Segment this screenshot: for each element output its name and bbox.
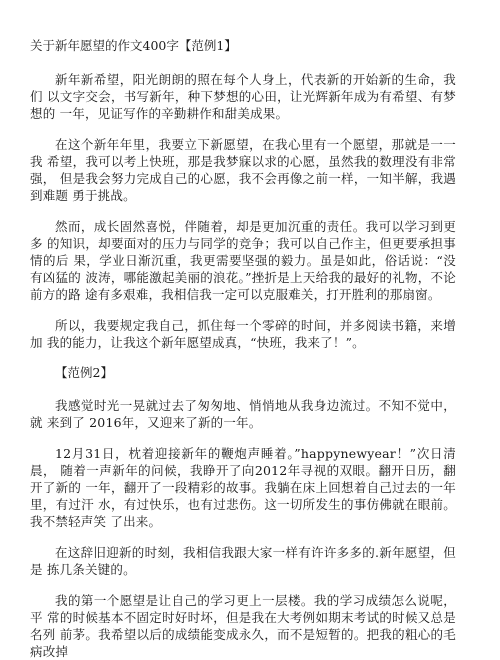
example1-paragraph-3: 然而，成长固然喜悦，伴随着，却是更加沉重的责任。我可以学习到更多 的知识，却要面对的压力与同学的竞争；我可以自己作主，但更要承担事情的后 果，学业日渐沉重，我更需要坚强的毅力。虽是如此，俗话说：“没有凶猛的 波涛，哪能激起美丽的浪花。”挫折是上天给我的最好的礼物，不论前方的路 途有多艰难，我相信我一定可以克服难关，打开胜利的那扇窗。 bbox=[30, 219, 456, 302]
example1-paragraph-1: 新年新希望，阳光朗朗的照在每个人身上，代表新的开始新的生命，我们 以文字交会，书写新年，种下梦想的心田，让光辉新年成为有希望、有梦想的 一年，见证写作的辛勤耕作和甜美成果。 bbox=[30, 72, 456, 121]
example2-paragraph-2: 12月31日，枕着迎接新年的鞭炮声睡着。”happynewyear！”次日清晨， 随着一声新年的问候，我睁开了向2012年寻视的双眼。翻开日历，翻开了新的 一年，翻开了一段精彩的故事。我躺在床上回想着自己过去的一年里，有过汗 水，有过快乐，也有过悲伤。这一切所发生的事仿佛就在眼前。我不禁轻声笑 了出来。 bbox=[30, 446, 456, 529]
example2-paragraph-1: 我感觉时光一晃就过去了匆匆地、悄悄地从我身边流过。不知不觉中，就 来到了 2016年，又迎来了新的一年。 bbox=[30, 398, 456, 430]
example2-paragraph-3: 在这辞旧迎新的时刻，我相信我跟大家一样有许许多多的.新年愿望，但是 拣几条关键的。 bbox=[30, 545, 456, 577]
example2-paragraph-4: 我的第一个愿望是让自己的学习更上一层楼。我的学习成绩怎么说呢，平 常的时候基本不固定时好时坏，但是我在大考例如期末考试的时候又总是名列 前茅。我希望以后的成绩能变成永久，而不是短暂的。把我的粗心的毛病改掉 bbox=[30, 593, 456, 659]
example2-label: 【范例2】 bbox=[55, 365, 113, 380]
document-title: 关于新年愿望的作文400字【范例1】 bbox=[30, 38, 237, 53]
example1-paragraph-2: 在这个新年年里，我要立下新愿望，在我心里有一个愿望，那就是一一我 希望，我可以考上快班，那是我梦寐以求的心愿，虽然我的数理没有非常强， 但是我会努力完成自己的心愿，我不会再像之前一样，一知半解，我遇到难题 勇于挑战。 bbox=[30, 137, 456, 203]
example1-paragraph-4: 所以，我要规定我自己，抓住每一个零碎的时间，并多阅读书籍，来增加 我的能力，让我这个新年愿望成真，“快班，我来了！”。 bbox=[30, 318, 456, 350]
